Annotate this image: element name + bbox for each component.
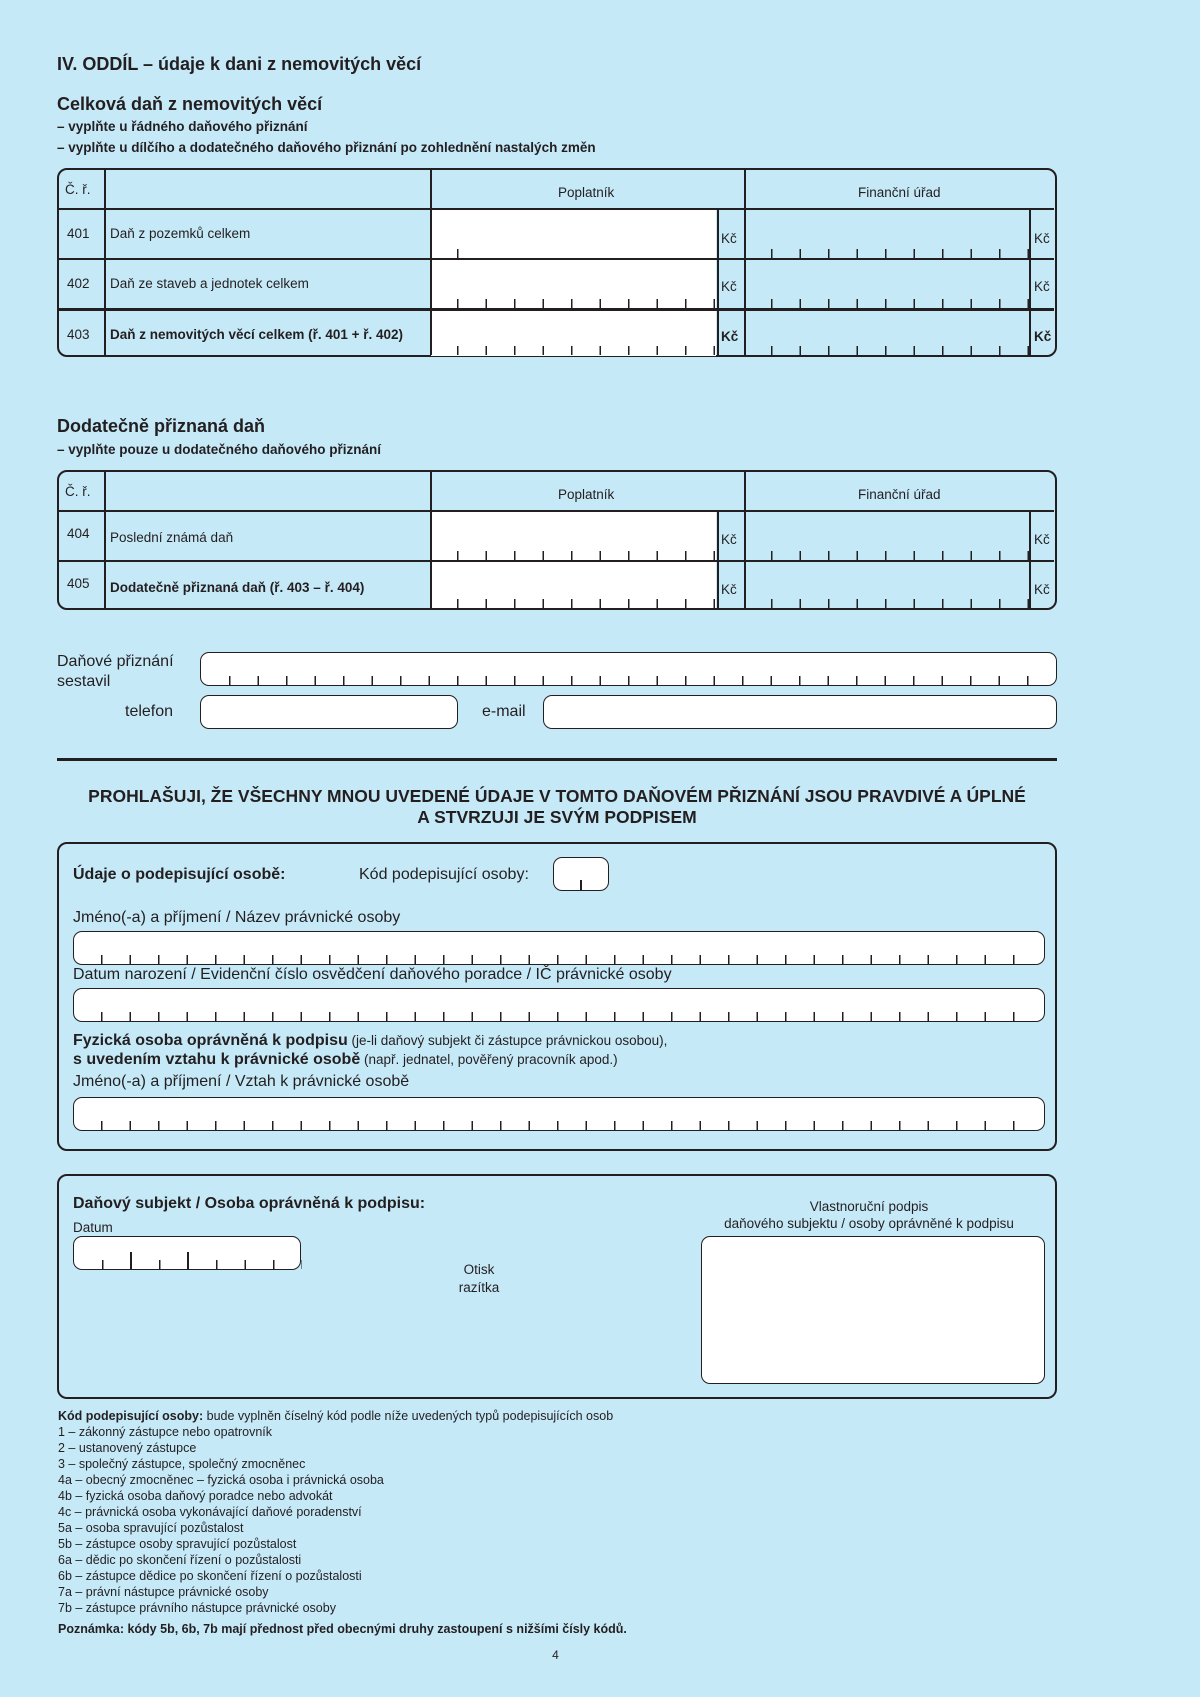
compiled-by-input[interactable] — [200, 652, 1057, 686]
email-label: e-mail — [482, 703, 526, 720]
handwritten-signature-label: Vlastnoruční podpis daňového subjektu / osoby oprávněné k podpisu — [724, 1199, 1014, 1231]
row-404-office-input[interactable] — [771, 551, 1029, 560]
row-401-payer-input[interactable] — [457, 249, 717, 258]
phone-input[interactable] — [200, 695, 458, 729]
stamp-area: Otisk razítka — [458, 1262, 500, 1295]
row-403-label: Daň z nemovitých věcí celkem (ř. 401 + ř. 402) — [110, 327, 404, 342]
signer-dob-input[interactable] — [73, 988, 1045, 1022]
code-item: 4c – právnická osoba vykonávající daňové poradenství — [58, 1505, 362, 1519]
row-405-num: 405 — [67, 576, 90, 591]
additional-tax-title: Dodatečně přiznaná daň — [57, 416, 266, 436]
row-402-office-currency: Kč — [1034, 279, 1050, 294]
code-item: 5b – zástupce osoby spravující pozůstalost — [58, 1537, 297, 1551]
total-tax-title: Celková daň z nemovitých věcí — [57, 94, 323, 114]
signature-panel — [57, 1174, 1057, 1399]
email-input[interactable] — [543, 695, 1057, 729]
code-item: 6a – dědic po skončení řízení o pozůstalosti — [58, 1553, 302, 1567]
row-405-payer-currency: Kč — [721, 582, 737, 597]
code-item: 4b – fyzická osoba daňový poradce nebo advokát — [58, 1489, 333, 1503]
row-402-payer-input[interactable] — [457, 299, 717, 308]
col-num-header: Č. ř. — [65, 484, 91, 499]
row-401-payer-currency: Kč — [721, 231, 737, 246]
compiled-by-label: Daňové přiznání sestavil — [57, 653, 174, 690]
payer-column-bg — [431, 210, 716, 356]
total-tax-note-1: – vyplňte u řádného daňového přiznání — [57, 119, 308, 134]
codes-heading: Kód podepisující osoby: bude vyplněn číselný kód podle níže uvedených typů podepisujících osob — [58, 1409, 614, 1423]
section-divider — [57, 758, 1057, 761]
row-404-payer-input[interactable] — [457, 551, 717, 560]
code-item: 7a – právní nástupce právnické osoby — [58, 1585, 269, 1599]
col-office-header: Finanční úřad — [858, 487, 941, 502]
signature-date-label: Datum — [73, 1220, 113, 1235]
row-401-num: 401 — [67, 226, 90, 241]
row-404-label: Poslední známá daň — [110, 530, 234, 545]
signature-input[interactable] — [701, 1236, 1045, 1384]
code-item: 5a – osoba spravující pozůstalost — [58, 1521, 244, 1535]
declaration-text: PROHLAŠUJI, ŽE VŠECHNY MNOU UVEDENÉ ÚDAJE V TOMTO DAŇOVÉM PŘIZNÁNÍ JSOU PRAVDIVÉ A ÚPLNÉ A STVRZUJI JE SVÝM PODPISEM — [88, 786, 1026, 827]
row-402-office-input[interactable] — [771, 299, 1029, 308]
signer-panel — [57, 842, 1057, 1151]
row-405-office-currency: Kč — [1034, 582, 1050, 597]
code-item: 3 – společný zástupce, společný zmocněnec — [58, 1457, 306, 1471]
row-404-office-currency: Kč — [1034, 532, 1050, 547]
code-item: 1 – zákonný zástupce nebo opatrovník — [58, 1425, 273, 1439]
row-403-num: 403 — [67, 327, 90, 342]
col-office-header: Finanční úřad — [858, 185, 941, 200]
page-number: 4 — [552, 1648, 559, 1662]
signer-codes-legend — [58, 1408, 627, 1637]
signer-name-input[interactable] — [73, 931, 1045, 965]
row-402-label: Daň ze staveb a jednotek celkem — [110, 276, 309, 291]
signer-person-text: Fyzická osoba oprávněná k podpisu (je-li daňový subjekt či zástupce právnickou osobou), s uvedením vztahu k právnické osobě (např. jednatel, pověřený pracovník apod.) — [73, 1032, 668, 1068]
col-payer-header: Poplatník — [558, 487, 615, 502]
code-item: 4a – obecný zmocněnec – fyzická osoba i právnická osoba — [58, 1473, 384, 1487]
row-403-payer-currency: Kč — [721, 329, 739, 344]
signer-dob-label: Datum narození / Evidenční číslo osvědčení daňového poradce / IČ právnické osoby — [73, 966, 672, 983]
code-item: 6b – zástupce dědice po skončení řízení o pozůstalosti — [58, 1569, 362, 1583]
row-403-payer-input[interactable] — [457, 346, 717, 355]
code-item: 2 – ustanovený zástupce — [58, 1441, 197, 1455]
total-tax-table — [57, 168, 1057, 357]
row-402-payer-currency: Kč — [721, 279, 737, 294]
row-401-label: Daň z pozemků celkem — [110, 226, 251, 241]
signer-relation-input[interactable] — [73, 1097, 1045, 1131]
signature-date-input[interactable] — [73, 1236, 301, 1270]
row-402-num: 402 — [67, 276, 90, 291]
section-title: IV. ODDÍL – údaje k dani z nemovitých věcí — [57, 54, 422, 74]
code-item: 7b – zástupce právního nástupce právnické osoby — [58, 1601, 336, 1615]
row-405-payer-input[interactable] — [457, 599, 717, 608]
signer-name-label: Jméno(-a) a příjmení / Název právnické osoby — [73, 909, 401, 926]
col-payer-header: Poplatník — [558, 185, 615, 200]
row-405-label: Dodatečně přiznaná daň (ř. 403 – ř. 404) — [110, 580, 365, 595]
row-404-num: 404 — [67, 526, 90, 541]
row-405-office-input[interactable] — [771, 599, 1029, 608]
phone-label: telefon — [125, 703, 174, 720]
signer-relation-label: Jméno(-a) a příjmení / Vztah k právnické osobě — [73, 1073, 410, 1090]
total-tax-note-2: – vyplňte u dílčího a dodatečného daňového přiznání po zohlednění nastalých změn — [57, 140, 596, 155]
row-401-office-currency: Kč — [1034, 231, 1050, 246]
row-403-office-currency: Kč — [1034, 329, 1052, 344]
codes-note: Poznámka: kódy 5b, 6b, 7b mají přednost před obecnými druhy zastoupení s nižšími čísly kódů. — [58, 1622, 627, 1636]
signer-code-label: Kód podepisující osoby: — [359, 866, 529, 883]
row-401-office-input[interactable] — [771, 249, 1029, 258]
additional-tax-note: – vyplňte pouze u dodatečného daňového přiznání — [57, 442, 382, 457]
signer-code-input[interactable] — [553, 857, 609, 891]
signer-title: Údaje o podepisující osobě: — [73, 866, 286, 883]
row-404-payer-currency: Kč — [721, 532, 737, 547]
row-403-office-input[interactable] — [771, 346, 1029, 355]
col-num-header: Č. ř. — [65, 182, 91, 197]
additional-tax-table — [57, 470, 1057, 610]
signature-title: Daňový subjekt / Osoba oprávněná k podpisu: — [73, 1195, 426, 1212]
